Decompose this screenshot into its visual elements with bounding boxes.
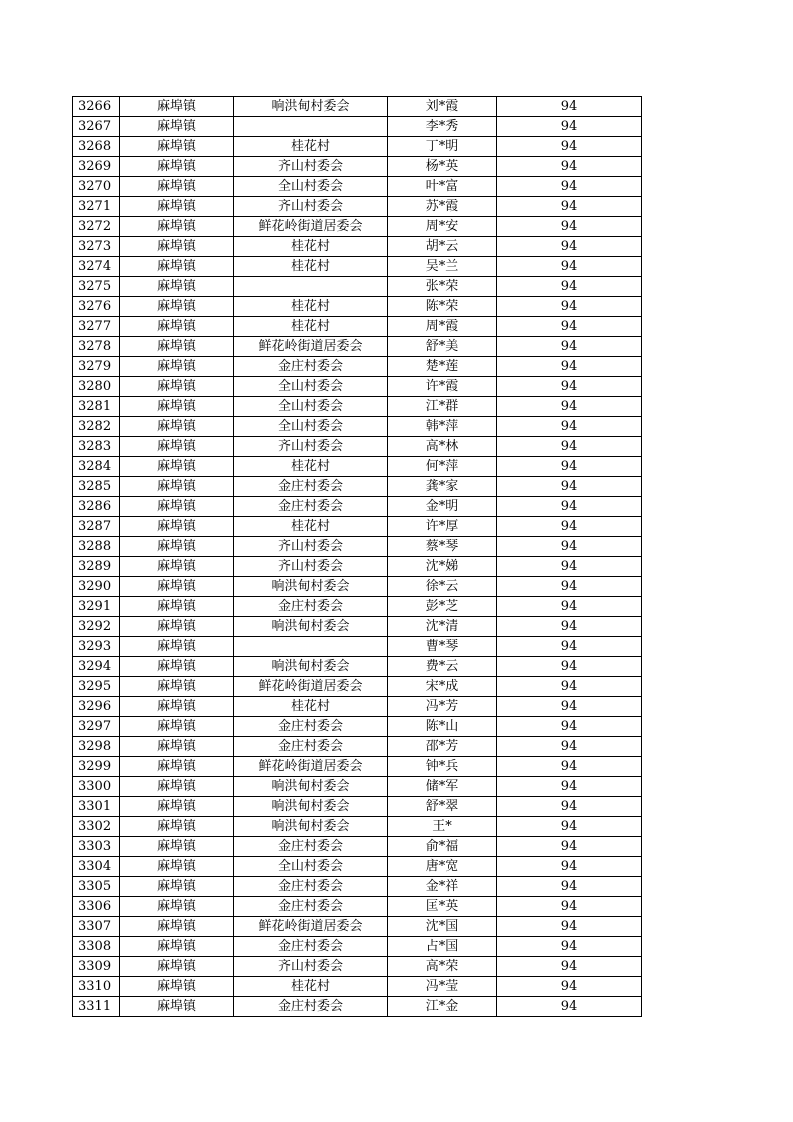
cell-name: 张*荣 bbox=[388, 277, 497, 297]
table-row bbox=[73, 417, 642, 437]
cell-town: 麻埠镇 bbox=[120, 277, 234, 297]
cell-name: 彭*芝 bbox=[388, 597, 497, 617]
cell-village: 金庄村委会 bbox=[234, 497, 388, 517]
cell-village: 全山村委会 bbox=[234, 377, 388, 397]
cell-score: 94 bbox=[497, 397, 642, 417]
cell-id: 3298 bbox=[73, 737, 120, 757]
cell-name: 吴*兰 bbox=[388, 257, 497, 277]
cell-town: 麻埠镇 bbox=[120, 497, 234, 517]
cell-name: 曹*琴 bbox=[388, 637, 497, 657]
cell-name: 苏*霞 bbox=[388, 197, 497, 217]
cell-name: 冯*芳 bbox=[388, 697, 497, 717]
cell-name: 宋*成 bbox=[388, 677, 497, 697]
cell-name: 占*国 bbox=[388, 937, 497, 957]
table-row bbox=[73, 237, 642, 257]
cell-id: 3300 bbox=[73, 777, 120, 797]
cell-town: 麻埠镇 bbox=[120, 637, 234, 657]
table-row bbox=[73, 477, 642, 497]
cell-id: 3301 bbox=[73, 797, 120, 817]
cell-id: 3283 bbox=[73, 437, 120, 457]
cell-score: 94 bbox=[497, 877, 642, 897]
table-row bbox=[73, 277, 642, 297]
record-table bbox=[72, 96, 642, 1017]
cell-town: 麻埠镇 bbox=[120, 797, 234, 817]
cell-name: 唐*宽 bbox=[388, 857, 497, 877]
cell-town: 麻埠镇 bbox=[120, 157, 234, 177]
cell-score: 94 bbox=[497, 537, 642, 557]
cell-name: 金*祥 bbox=[388, 877, 497, 897]
table-row bbox=[73, 717, 642, 737]
table-row bbox=[73, 597, 642, 617]
cell-id: 3294 bbox=[73, 657, 120, 677]
table-row bbox=[73, 797, 642, 817]
cell-id: 3275 bbox=[73, 277, 120, 297]
cell-village: 鲜花岭街道居委会 bbox=[234, 757, 388, 777]
cell-id: 3303 bbox=[73, 837, 120, 857]
cell-village: 响洪甸村委会 bbox=[234, 657, 388, 677]
table-row bbox=[73, 957, 642, 977]
cell-id: 3271 bbox=[73, 197, 120, 217]
table-row bbox=[73, 557, 642, 577]
table-row bbox=[73, 877, 642, 897]
cell-id: 3267 bbox=[73, 117, 120, 137]
table-row bbox=[73, 897, 642, 917]
cell-village: 全山村委会 bbox=[234, 417, 388, 437]
cell-score: 94 bbox=[497, 417, 642, 437]
cell-score: 94 bbox=[497, 557, 642, 577]
table-row bbox=[73, 937, 642, 957]
cell-town: 麻埠镇 bbox=[120, 177, 234, 197]
cell-town: 麻埠镇 bbox=[120, 897, 234, 917]
cell-village: 响洪甸村委会 bbox=[234, 817, 388, 837]
cell-id: 3291 bbox=[73, 597, 120, 617]
cell-score: 94 bbox=[497, 957, 642, 977]
cell-town: 麻埠镇 bbox=[120, 357, 234, 377]
cell-id: 3309 bbox=[73, 957, 120, 977]
cell-town: 麻埠镇 bbox=[120, 717, 234, 737]
cell-name: 高*林 bbox=[388, 437, 497, 457]
table-row bbox=[73, 997, 642, 1017]
cell-village: 金庄村委会 bbox=[234, 997, 388, 1017]
cell-name: 金*明 bbox=[388, 497, 497, 517]
cell-town: 麻埠镇 bbox=[120, 617, 234, 637]
cell-town: 麻埠镇 bbox=[120, 997, 234, 1017]
cell-name: 俞*福 bbox=[388, 837, 497, 857]
cell-village: 金庄村委会 bbox=[234, 597, 388, 617]
table-row bbox=[73, 117, 642, 137]
cell-village: 齐山村委会 bbox=[234, 197, 388, 217]
cell-village: 金庄村委会 bbox=[234, 937, 388, 957]
table-row bbox=[73, 97, 642, 117]
cell-village: 响洪甸村委会 bbox=[234, 577, 388, 597]
cell-score: 94 bbox=[497, 977, 642, 997]
cell-town: 麻埠镇 bbox=[120, 337, 234, 357]
cell-name: 沈*清 bbox=[388, 617, 497, 637]
cell-id: 3290 bbox=[73, 577, 120, 597]
cell-score: 94 bbox=[497, 857, 642, 877]
cell-id: 3282 bbox=[73, 417, 120, 437]
cell-name: 舒*美 bbox=[388, 337, 497, 357]
cell-id: 3302 bbox=[73, 817, 120, 837]
cell-village: 金庄村委会 bbox=[234, 897, 388, 917]
table-row bbox=[73, 137, 642, 157]
cell-town: 麻埠镇 bbox=[120, 597, 234, 617]
cell-score: 94 bbox=[497, 437, 642, 457]
cell-town: 麻埠镇 bbox=[120, 457, 234, 477]
cell-village: 响洪甸村委会 bbox=[234, 97, 388, 117]
table-row bbox=[73, 177, 642, 197]
cell-id: 3311 bbox=[73, 997, 120, 1017]
cell-id: 3307 bbox=[73, 917, 120, 937]
cell-score: 94 bbox=[497, 737, 642, 757]
cell-village: 鲜花岭街道居委会 bbox=[234, 217, 388, 237]
cell-name: 韩*萍 bbox=[388, 417, 497, 437]
cell-town: 麻埠镇 bbox=[120, 857, 234, 877]
cell-score: 94 bbox=[497, 477, 642, 497]
cell-name: 胡*云 bbox=[388, 237, 497, 257]
cell-id: 3295 bbox=[73, 677, 120, 697]
cell-village: 桂花村 bbox=[234, 257, 388, 277]
cell-village: 响洪甸村委会 bbox=[234, 797, 388, 817]
cell-village: 金庄村委会 bbox=[234, 477, 388, 497]
cell-town: 麻埠镇 bbox=[120, 577, 234, 597]
cell-town: 麻埠镇 bbox=[120, 877, 234, 897]
cell-name: 丁*明 bbox=[388, 137, 497, 157]
table-row bbox=[73, 297, 642, 317]
cell-id: 3278 bbox=[73, 337, 120, 357]
cell-village: 齐山村委会 bbox=[234, 957, 388, 977]
cell-id: 3285 bbox=[73, 477, 120, 497]
cell-id: 3293 bbox=[73, 637, 120, 657]
cell-score: 94 bbox=[497, 197, 642, 217]
cell-village: 全山村委会 bbox=[234, 177, 388, 197]
table-row bbox=[73, 757, 642, 777]
cell-id: 3276 bbox=[73, 297, 120, 317]
cell-village: 桂花村 bbox=[234, 237, 388, 257]
cell-id: 3310 bbox=[73, 977, 120, 997]
cell-name: 陈*山 bbox=[388, 717, 497, 737]
cell-id: 3273 bbox=[73, 237, 120, 257]
cell-id: 3306 bbox=[73, 897, 120, 917]
cell-id: 3274 bbox=[73, 257, 120, 277]
table-row bbox=[73, 437, 642, 457]
cell-name: 何*萍 bbox=[388, 457, 497, 477]
cell-village: 全山村委会 bbox=[234, 857, 388, 877]
cell-score: 94 bbox=[497, 337, 642, 357]
cell-id: 3270 bbox=[73, 177, 120, 197]
cell-town: 麻埠镇 bbox=[120, 777, 234, 797]
cell-name: 费*云 bbox=[388, 657, 497, 677]
cell-score: 94 bbox=[497, 517, 642, 537]
cell-name: 龚*家 bbox=[388, 477, 497, 497]
cell-village: 桂花村 bbox=[234, 317, 388, 337]
table-row bbox=[73, 637, 642, 657]
table-row bbox=[73, 377, 642, 397]
cell-score: 94 bbox=[497, 157, 642, 177]
cell-town: 麻埠镇 bbox=[120, 937, 234, 957]
cell-village: 响洪甸村委会 bbox=[234, 777, 388, 797]
cell-score: 94 bbox=[497, 817, 642, 837]
cell-village: 齐山村委会 bbox=[234, 157, 388, 177]
cell-id: 3284 bbox=[73, 457, 120, 477]
cell-name: 楚*莲 bbox=[388, 357, 497, 377]
cell-name: 高*荣 bbox=[388, 957, 497, 977]
cell-score: 94 bbox=[497, 237, 642, 257]
cell-town: 麻埠镇 bbox=[120, 377, 234, 397]
cell-name: 江*群 bbox=[388, 397, 497, 417]
cell-score: 94 bbox=[497, 717, 642, 737]
cell-village: 金庄村委会 bbox=[234, 737, 388, 757]
cell-score: 94 bbox=[497, 137, 642, 157]
cell-name: 冯*莹 bbox=[388, 977, 497, 997]
cell-town: 麻埠镇 bbox=[120, 817, 234, 837]
cell-score: 94 bbox=[497, 217, 642, 237]
cell-score: 94 bbox=[497, 637, 642, 657]
cell-id: 3304 bbox=[73, 857, 120, 877]
cell-score: 94 bbox=[497, 177, 642, 197]
cell-town: 麻埠镇 bbox=[120, 537, 234, 557]
cell-id: 3289 bbox=[73, 557, 120, 577]
cell-score: 94 bbox=[497, 257, 642, 277]
cell-score: 94 bbox=[497, 117, 642, 137]
cell-id: 3268 bbox=[73, 137, 120, 157]
cell-name: 沈*国 bbox=[388, 917, 497, 937]
cell-village: 金庄村委会 bbox=[234, 357, 388, 377]
table-row bbox=[73, 677, 642, 697]
table-row bbox=[73, 457, 642, 477]
cell-town: 麻埠镇 bbox=[120, 217, 234, 237]
cell-village: 齐山村委会 bbox=[234, 537, 388, 557]
cell-town: 麻埠镇 bbox=[120, 137, 234, 157]
cell-village: 桂花村 bbox=[234, 977, 388, 997]
cell-village: 桂花村 bbox=[234, 137, 388, 157]
cell-town: 麻埠镇 bbox=[120, 517, 234, 537]
cell-town: 麻埠镇 bbox=[120, 437, 234, 457]
table-row bbox=[73, 157, 642, 177]
table-row bbox=[73, 497, 642, 517]
cell-name: 王* bbox=[388, 817, 497, 837]
cell-village: 齐山村委会 bbox=[234, 557, 388, 577]
cell-town: 麻埠镇 bbox=[120, 417, 234, 437]
cell-village bbox=[234, 637, 388, 657]
cell-score: 94 bbox=[497, 677, 642, 697]
cell-village: 响洪甸村委会 bbox=[234, 617, 388, 637]
cell-town: 麻埠镇 bbox=[120, 117, 234, 137]
table-row bbox=[73, 537, 642, 557]
cell-id: 3292 bbox=[73, 617, 120, 637]
cell-id: 3286 bbox=[73, 497, 120, 517]
cell-id: 3266 bbox=[73, 97, 120, 117]
table-row bbox=[73, 517, 642, 537]
cell-score: 94 bbox=[497, 597, 642, 617]
cell-name: 刘*霞 bbox=[388, 97, 497, 117]
cell-village: 鲜花岭街道居委会 bbox=[234, 917, 388, 937]
cell-score: 94 bbox=[497, 297, 642, 317]
table-row bbox=[73, 737, 642, 757]
cell-id: 3305 bbox=[73, 877, 120, 897]
cell-town: 麻埠镇 bbox=[120, 317, 234, 337]
cell-town: 麻埠镇 bbox=[120, 957, 234, 977]
cell-village: 金庄村委会 bbox=[234, 837, 388, 857]
cell-score: 94 bbox=[497, 797, 642, 817]
table-row bbox=[73, 777, 642, 797]
cell-id: 3281 bbox=[73, 397, 120, 417]
cell-town: 麻埠镇 bbox=[120, 757, 234, 777]
cell-village: 金庄村委会 bbox=[234, 877, 388, 897]
cell-name: 匡*英 bbox=[388, 897, 497, 917]
cell-name: 李*秀 bbox=[388, 117, 497, 137]
table-row bbox=[73, 357, 642, 377]
cell-village: 桂花村 bbox=[234, 697, 388, 717]
cell-score: 94 bbox=[497, 497, 642, 517]
cell-score: 94 bbox=[497, 457, 642, 477]
cell-name: 邵*芳 bbox=[388, 737, 497, 757]
cell-name: 徐*云 bbox=[388, 577, 497, 597]
cell-village: 鲜花岭街道居委会 bbox=[234, 677, 388, 697]
cell-town: 麻埠镇 bbox=[120, 397, 234, 417]
cell-town: 麻埠镇 bbox=[120, 837, 234, 857]
cell-score: 94 bbox=[497, 617, 642, 637]
cell-name: 沈*娣 bbox=[388, 557, 497, 577]
cell-town: 麻埠镇 bbox=[120, 917, 234, 937]
table-row bbox=[73, 977, 642, 997]
cell-village: 金庄村委会 bbox=[234, 717, 388, 737]
cell-village: 桂花村 bbox=[234, 457, 388, 477]
cell-town: 麻埠镇 bbox=[120, 477, 234, 497]
cell-id: 3299 bbox=[73, 757, 120, 777]
table-row bbox=[73, 577, 642, 597]
cell-name: 杨*英 bbox=[388, 157, 497, 177]
table-row bbox=[73, 857, 642, 877]
table-row bbox=[73, 697, 642, 717]
cell-score: 94 bbox=[497, 277, 642, 297]
table-row bbox=[73, 837, 642, 857]
cell-name: 蔡*琴 bbox=[388, 537, 497, 557]
cell-id: 3308 bbox=[73, 937, 120, 957]
table-row bbox=[73, 317, 642, 337]
table-row bbox=[73, 197, 642, 217]
cell-score: 94 bbox=[497, 917, 642, 937]
cell-town: 麻埠镇 bbox=[120, 237, 234, 257]
cell-name: 江*金 bbox=[388, 997, 497, 1017]
cell-name: 周*安 bbox=[388, 217, 497, 237]
table-row bbox=[73, 337, 642, 357]
cell-score: 94 bbox=[497, 937, 642, 957]
cell-score: 94 bbox=[497, 757, 642, 777]
cell-score: 94 bbox=[497, 897, 642, 917]
cell-village bbox=[234, 277, 388, 297]
cell-score: 94 bbox=[497, 97, 642, 117]
cell-id: 3279 bbox=[73, 357, 120, 377]
table-body bbox=[73, 97, 642, 1017]
cell-score: 94 bbox=[497, 357, 642, 377]
cell-score: 94 bbox=[497, 997, 642, 1017]
table-row bbox=[73, 217, 642, 237]
cell-village: 桂花村 bbox=[234, 517, 388, 537]
cell-village: 桂花村 bbox=[234, 297, 388, 317]
cell-id: 3269 bbox=[73, 157, 120, 177]
cell-town: 麻埠镇 bbox=[120, 297, 234, 317]
cell-score: 94 bbox=[497, 577, 642, 597]
cell-name: 许*霞 bbox=[388, 377, 497, 397]
cell-name: 周*霞 bbox=[388, 317, 497, 337]
cell-id: 3288 bbox=[73, 537, 120, 557]
cell-id: 3280 bbox=[73, 377, 120, 397]
cell-name: 许*厚 bbox=[388, 517, 497, 537]
cell-name: 舒*翠 bbox=[388, 797, 497, 817]
cell-name: 叶*富 bbox=[388, 177, 497, 197]
cell-id: 3297 bbox=[73, 717, 120, 737]
cell-name: 储*军 bbox=[388, 777, 497, 797]
cell-town: 麻埠镇 bbox=[120, 197, 234, 217]
cell-score: 94 bbox=[497, 317, 642, 337]
table-row bbox=[73, 257, 642, 277]
cell-town: 麻埠镇 bbox=[120, 557, 234, 577]
cell-id: 3287 bbox=[73, 517, 120, 537]
cell-score: 94 bbox=[497, 657, 642, 677]
cell-id: 3272 bbox=[73, 217, 120, 237]
cell-village: 全山村委会 bbox=[234, 397, 388, 417]
cell-town: 麻埠镇 bbox=[120, 257, 234, 277]
cell-name: 钟*兵 bbox=[388, 757, 497, 777]
cell-town: 麻埠镇 bbox=[120, 737, 234, 757]
table-row bbox=[73, 817, 642, 837]
cell-town: 麻埠镇 bbox=[120, 657, 234, 677]
cell-town: 麻埠镇 bbox=[120, 97, 234, 117]
cell-village: 齐山村委会 bbox=[234, 437, 388, 457]
cell-town: 麻埠镇 bbox=[120, 697, 234, 717]
cell-name: 陈*荣 bbox=[388, 297, 497, 317]
cell-village bbox=[234, 117, 388, 137]
table-row bbox=[73, 657, 642, 677]
cell-score: 94 bbox=[497, 697, 642, 717]
cell-town: 麻埠镇 bbox=[120, 677, 234, 697]
cell-id: 3277 bbox=[73, 317, 120, 337]
cell-village: 鲜花岭街道居委会 bbox=[234, 337, 388, 357]
cell-id: 3296 bbox=[73, 697, 120, 717]
table-row bbox=[73, 917, 642, 937]
cell-score: 94 bbox=[497, 777, 642, 797]
cell-score: 94 bbox=[497, 377, 642, 397]
cell-town: 麻埠镇 bbox=[120, 977, 234, 997]
cell-score: 94 bbox=[497, 837, 642, 857]
table-row bbox=[73, 617, 642, 637]
table-row bbox=[73, 397, 642, 417]
